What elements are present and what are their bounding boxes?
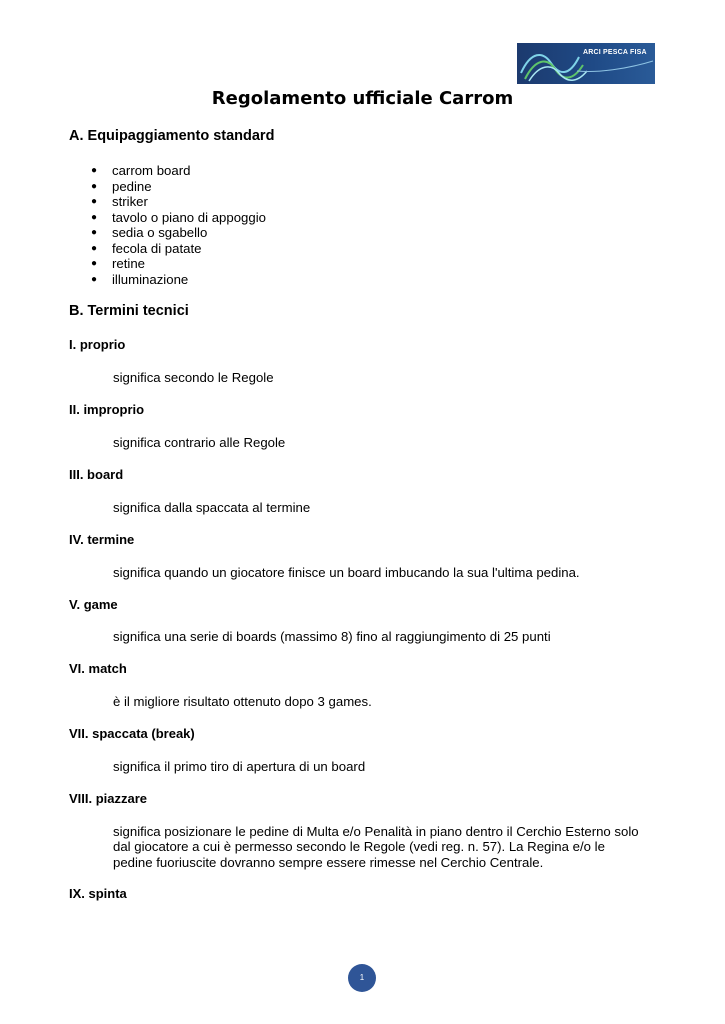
term-definition: significa quando un giocatore finisce un board imbucando la sua l'ultima pedina. xyxy=(113,565,580,580)
term-definition: significa posizionare le pedine di Multa e/o Penalità in piano dentro il Cerchio Esterno solo xyxy=(113,824,639,839)
list-item: ● carrom board xyxy=(91,163,191,178)
bullet-icon: ● xyxy=(91,258,98,269)
term-heading: IX. spinta xyxy=(69,886,127,901)
section-a-heading: A. Equipaggiamento standard xyxy=(69,128,275,144)
term-heading: I. proprio xyxy=(69,337,126,352)
list-item: ● fecola di patate xyxy=(91,240,202,256)
bullet-icon: ● xyxy=(91,196,98,207)
term-heading: VIII. piazzare xyxy=(69,791,148,806)
equipment-list xyxy=(90,163,266,287)
bullet-icon: ● xyxy=(91,227,98,238)
list-item: ● striker xyxy=(91,194,148,209)
section-b-heading: B. Termini tecnici xyxy=(69,303,189,319)
page-title: Regolamento ufficiale Carrom xyxy=(211,88,514,109)
term-definition: significa il primo tiro di apertura di un board xyxy=(113,759,366,774)
page-number: 1 xyxy=(348,964,376,992)
bullet-icon: ● xyxy=(91,165,98,176)
bullet-icon: ● xyxy=(91,242,98,254)
list-item: ● pedine xyxy=(91,178,152,194)
term-definition: dal giocatore a cui è permesso secondo le Regole (vedi reg. n. 57). La Regina e/o le xyxy=(113,839,605,854)
list-item: ● sedia o sgabello xyxy=(91,225,208,240)
list-item: ● tavolo o piano di appoggio xyxy=(91,209,266,225)
term-heading: II. improprio xyxy=(69,402,145,417)
bullet-icon: ● xyxy=(91,211,98,223)
term-heading: V. game xyxy=(69,597,118,612)
term-definition: significa secondo le Regole xyxy=(113,370,274,385)
bullet-icon: ● xyxy=(91,180,98,192)
term-heading: IV. termine xyxy=(69,532,135,547)
logo xyxy=(517,43,655,84)
term-heading: III. board xyxy=(69,467,124,482)
list-item: ● illuminazione xyxy=(91,271,189,287)
logo-text: ARCI PESCA FISA xyxy=(583,49,647,56)
term-definition: è il migliore risultato ottenuto dopo 3 games. xyxy=(113,694,372,709)
term-heading: VII. spaccata (break) xyxy=(69,726,195,741)
list-item: ● retine xyxy=(91,256,145,271)
term-definition: significa contrario alle Regole xyxy=(113,435,286,450)
term-definition: significa una serie di boards (massimo 8) fino al raggiungimento di 25 punti xyxy=(113,629,551,644)
bullet-icon: ● xyxy=(91,273,98,285)
term-heading: VI. match xyxy=(69,661,127,676)
term-definition: significa dalla spaccata al termine xyxy=(113,500,311,515)
term-definition: pedine fuoriuscite dovranno sempre essere rimesse nel Cerchio Centrale. xyxy=(113,855,544,870)
